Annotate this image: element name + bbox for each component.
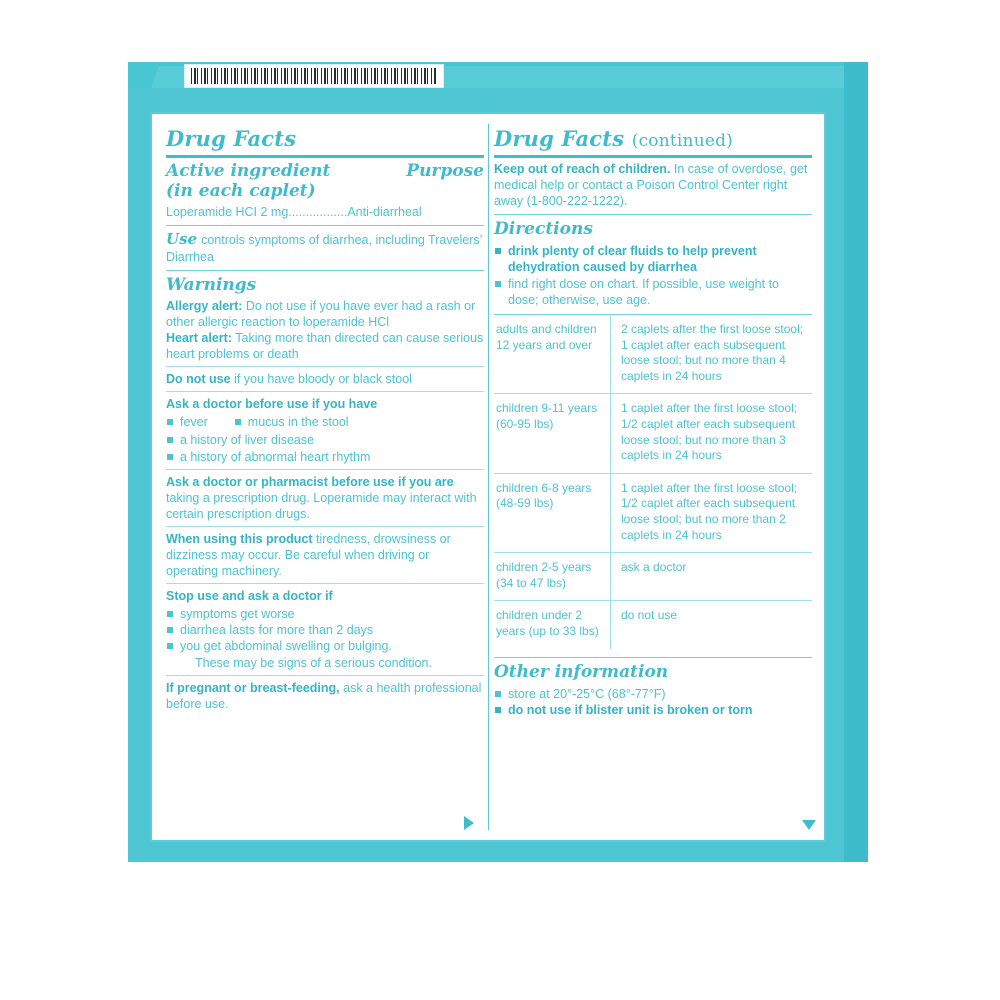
dose-age-cell: children under 2 years (up to 33 lbs)	[494, 601, 611, 649]
ask-doctor-bullets-col2	[234, 414, 349, 430]
dose-age-cell: children 6-8 years (48-59 lbs)	[494, 473, 611, 552]
purpose-heading: Purpose	[406, 161, 484, 181]
table-row	[494, 473, 812, 552]
left-panel	[166, 114, 484, 712]
do-not-use-text: if you have bloody or black stool	[234, 372, 412, 387]
divider	[166, 526, 484, 527]
use-text: controls symptoms of diarrhea, including Travelers’ Diarrhea	[166, 233, 482, 265]
other-information-bullets	[494, 686, 812, 719]
pregnancy-warning	[166, 680, 484, 712]
dose-age-cell: adults and children 12 years and over	[494, 315, 611, 394]
divider	[166, 225, 484, 226]
list-item: a history of liver disease	[166, 432, 484, 448]
divider	[494, 155, 812, 158]
continue-arrow-down-icon	[802, 820, 816, 830]
allergy-alert-text: Do not use if you have ever had a rash or other allergic reaction to loperamide HCl	[166, 299, 476, 330]
when-using-text: tiredness, drowsiness or dizziness may occur. Be careful when driving or operating machinery.	[166, 531, 451, 578]
use-section	[166, 230, 484, 265]
ask-pharmacist	[166, 474, 484, 522]
list-item: store at 20°-25°C (68°-77°F)	[494, 686, 812, 702]
divider	[166, 469, 484, 470]
dose-amount-cell: do not use	[611, 601, 813, 649]
when-using-product	[166, 531, 484, 579]
active-ingredient-heading: Active ingredient	[166, 161, 331, 181]
ask-doctor-bullets-col1	[166, 414, 208, 430]
dose-amount-cell: 1 caplet after the first loose stool; 1/2 caplet after each subsequent loose stool; but no more than 3 caplets in 24 hours	[611, 394, 813, 473]
divider	[166, 583, 484, 584]
heart-alert	[166, 330, 484, 362]
active-ingredient-line: Loperamide HCI 2 mg.................Anti-diarrheal	[166, 205, 422, 219]
list-item: mucus in the stool	[234, 414, 349, 430]
active-ingredient-subheading: (in each caplet)	[166, 181, 316, 201]
table-row	[494, 601, 812, 649]
do-not-use-label: Do not use	[166, 372, 231, 387]
list-item: a history of abnormal heart rhythm	[166, 449, 484, 465]
ask-doctor-bullets-top	[166, 412, 484, 430]
do-not-use	[166, 371, 484, 387]
continue-arrow-right-icon	[464, 816, 474, 830]
list-item: do not use if blister unit is broken or torn	[494, 702, 812, 718]
warnings-heading: Warnings	[166, 275, 257, 296]
barcode-lines-icon	[191, 68, 437, 84]
ask-doctor-bullets-rest	[166, 432, 484, 465]
use-heading: Use	[166, 230, 198, 248]
keep-out-bold: Keep out of reach of children.	[494, 162, 671, 176]
dose-age-cell: children 9-11 years (60-95 lbs)	[494, 394, 611, 473]
drug-facts-label	[150, 112, 826, 842]
divider	[166, 155, 484, 158]
divider	[166, 675, 484, 676]
keep-out-of-reach	[494, 161, 812, 209]
ask-pharmacist-bold: Ask a doctor or pharmacist before use if you are	[166, 474, 454, 489]
list-item: drink plenty of clear fluids to help prevent dehydration caused by diarrhea	[494, 243, 812, 276]
stop-use-note: These may be signs of a serious condition.	[195, 655, 432, 670]
heart-alert-text: Taking more than directed can cause serious heart problems or death	[166, 331, 484, 362]
heart-alert-label: Heart alert:	[166, 331, 232, 346]
list-item: symptoms get worse	[166, 606, 484, 622]
right-panel	[494, 114, 812, 718]
continued-label: (continued)	[631, 131, 734, 151]
dose-amount-cell: 2 caplets after the first loose stool; 1 caplet after each subsequent loose stool; but no more than 4 caplets in 24 hours	[611, 315, 813, 394]
carton-side-edge	[844, 62, 868, 862]
stop-use-heading: Stop use and ask a doctor if	[166, 588, 333, 603]
dose-age-cell: children 2-5 years (34 to 47 lbs)	[494, 553, 611, 601]
column-divider	[488, 124, 489, 830]
directions-bullets	[494, 243, 812, 308]
divider	[494, 214, 812, 215]
table-row	[494, 394, 812, 473]
list-item: fever	[166, 414, 208, 430]
barcode	[184, 64, 444, 88]
dose-amount-cell: 1 caplet after the first loose stool; 1/2 caplet after each subsequent loose stool; but no more than 2 caplets in 24 hours	[611, 473, 813, 552]
allergy-alert	[166, 298, 484, 330]
list-item: find right dose on chart. If possible, use weight to dose; otherwise, use age.	[494, 276, 812, 309]
allergy-alert-label: Allergy alert:	[166, 299, 243, 314]
table-row	[494, 315, 812, 394]
list-item	[166, 638, 484, 671]
drug-facts-continued-label: Drug Facts	[494, 126, 625, 151]
other-information-heading: Other information	[494, 661, 669, 682]
stop-use-item-3: you get abdominal swelling or bulging.	[180, 639, 392, 654]
ask-doctor-heading: Ask a doctor before use if you have	[166, 397, 378, 412]
ask-pharmacist-text: taking a prescription drug. Loperamide may interact with certain prescription drugs.	[166, 490, 477, 521]
dosage-table	[494, 314, 812, 649]
divider	[166, 270, 484, 271]
active-ingredient-header-row	[166, 161, 484, 181]
divider	[166, 366, 484, 367]
carton-front-face	[128, 88, 844, 862]
dose-amount-cell: ask a doctor	[611, 553, 813, 601]
divider	[166, 391, 484, 392]
table-row	[494, 553, 812, 601]
keep-out-text: In case of overdose, get medical help or contact a Poison Control Center right away (1-800-222-1222).	[494, 162, 808, 208]
pregnancy-warning-text: ask a health professional before use.	[166, 680, 482, 711]
directions-heading: Directions	[494, 219, 593, 239]
drug-facts-title: Drug Facts	[166, 126, 297, 151]
when-using-label: When using this product	[166, 531, 313, 546]
pregnancy-warning-bold: If pregnant or breast-feeding,	[166, 680, 340, 695]
drug-facts-continued-title	[494, 114, 812, 151]
divider	[494, 657, 812, 658]
medicine-carton	[128, 62, 868, 862]
list-item: diarrhea lasts for more than 2 days	[166, 622, 484, 638]
stop-use-bullets	[166, 606, 484, 671]
